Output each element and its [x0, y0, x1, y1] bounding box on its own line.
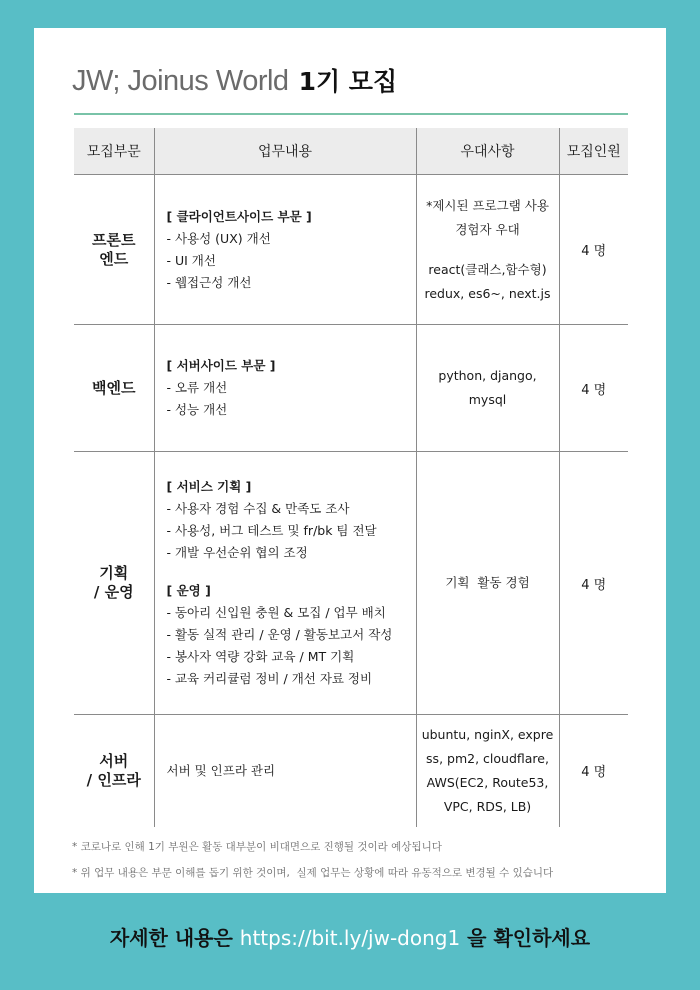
pref-line: VPC, RDS, LB) — [443, 798, 532, 814]
duty-item: - 활동 실적 관리 / 운영 / 활동보고서 작성 — [166, 627, 393, 642]
prefs-cell — [416, 715, 559, 827]
title-divider — [74, 113, 628, 115]
duty-item: - 동아리 신입원 충원 & 모집 / 업무 배치 — [166, 605, 386, 620]
table-row-frontend — [74, 175, 628, 325]
column-header-prefs: 우대사항 — [416, 128, 559, 175]
duties-cell — [154, 715, 416, 827]
count-cell: 4 명 — [559, 452, 628, 715]
pref-line: AWS(EC2, Route53, — [426, 774, 549, 790]
count-cell: 4 명 — [559, 325, 628, 452]
footnote: * 위 업무 내용은 부문 이해를 돕기 위한 것이며, 실제 업무는 상황에 따라 유동적으로 변경될 수 있습니다 — [72, 867, 554, 879]
brand-name: JW; Joinus World — [72, 65, 289, 97]
recruit-heading: 1기 모집 — [298, 67, 398, 96]
dept-label: 프론트 — [92, 230, 136, 249]
duties-cell — [154, 452, 416, 715]
duty-heading: [ 서비스 기획 ] — [166, 479, 252, 494]
dept-cell — [74, 452, 154, 715]
count-cell: 4 명 — [559, 175, 628, 325]
dept-label: 엔드 — [99, 249, 129, 268]
footer-suffix: 을 확인하세요 — [460, 926, 591, 950]
duty-item: - 사용성 (UX) 개선 — [166, 230, 271, 246]
pref-line: *제시된 프로그램 사용 — [426, 197, 549, 213]
dept-cell — [74, 715, 154, 827]
pref-line: redux, es6~, next.js — [424, 285, 551, 301]
duty-spacer — [167, 564, 415, 580]
duty-item: 서버 및 인프라 관리 — [166, 762, 276, 778]
prefs-cell — [416, 175, 559, 325]
pref-line: ss, pm2, cloudflare, — [426, 750, 549, 766]
duties-cell — [154, 175, 416, 325]
pref-spacer — [419, 242, 557, 258]
dept-cell — [74, 175, 154, 325]
duty-item: - 성능 개선 — [166, 402, 228, 417]
footnotes — [72, 834, 553, 886]
column-header-dept: 모집부문 — [74, 128, 154, 175]
count-cell: 4 명 — [559, 715, 628, 827]
footer-cta — [0, 922, 700, 951]
duty-item: - UI 개선 — [166, 252, 216, 268]
info-link[interactable]: https://bit.ly/jw-dong1 — [239, 926, 461, 950]
column-header-duties: 업무내용 — [154, 128, 416, 175]
duty-heading: [ 클라이언트사이드 부문 ] — [166, 208, 312, 224]
pref-line: 기획 활동 경험 — [445, 575, 530, 590]
duty-item: - 사용자 경험 수집 & 만족도 조사 — [166, 501, 350, 516]
dept-label: / 운영 — [93, 583, 134, 601]
duty-item: - 웹접근성 개선 — [166, 274, 252, 290]
pref-line: ubuntu, nginX, expre — [421, 726, 554, 742]
duty-item: - 봉사자 역량 강화 교육 / MT 기획 — [166, 649, 355, 664]
prefs-cell — [416, 452, 559, 715]
dept-label: 서버 — [99, 751, 129, 770]
table-row-infra — [74, 715, 628, 827]
footer-prefix: 자세한 내용은 — [109, 926, 240, 950]
dept-cell — [74, 325, 154, 452]
dept-label: 백엔드 — [92, 378, 136, 397]
duties-cell — [154, 325, 416, 452]
pref-line: python, django, — [438, 368, 537, 383]
pref-line: react(클래스,함수형) — [428, 261, 547, 277]
prefs-cell — [416, 325, 559, 452]
duty-heading: [ 서버사이드 부문 ] — [166, 358, 276, 373]
dept-label: / 인프라 — [86, 770, 141, 789]
recruitment-table — [74, 128, 628, 827]
column-header-count: 모집인원 — [559, 128, 628, 175]
duty-item: - 교육 커리큘럼 정비 / 개선 자료 정비 — [166, 671, 373, 686]
table-header-row — [74, 128, 628, 175]
duty-item: - 오류 개선 — [166, 380, 228, 395]
recruit-poster-card — [34, 28, 666, 893]
dept-label: 기획 — [99, 564, 129, 582]
pref-line: mysql — [468, 392, 507, 407]
table-row-backend — [74, 325, 628, 452]
pref-line: 경험자 우대 — [455, 221, 520, 237]
duty-heading: [ 운영 ] — [166, 583, 211, 598]
poster-title — [72, 62, 397, 102]
duty-item: - 사용성, 버그 테스트 및 fr/bk 팀 전달 — [166, 523, 377, 538]
duty-item: - 개발 우선순위 협의 조정 — [166, 545, 308, 560]
table-row-planning — [74, 452, 628, 715]
footnote: * 코로나로 인해 1기 부원은 활동 대부분이 비대면으로 진행될 것이라 예상됩니다 — [72, 841, 442, 853]
